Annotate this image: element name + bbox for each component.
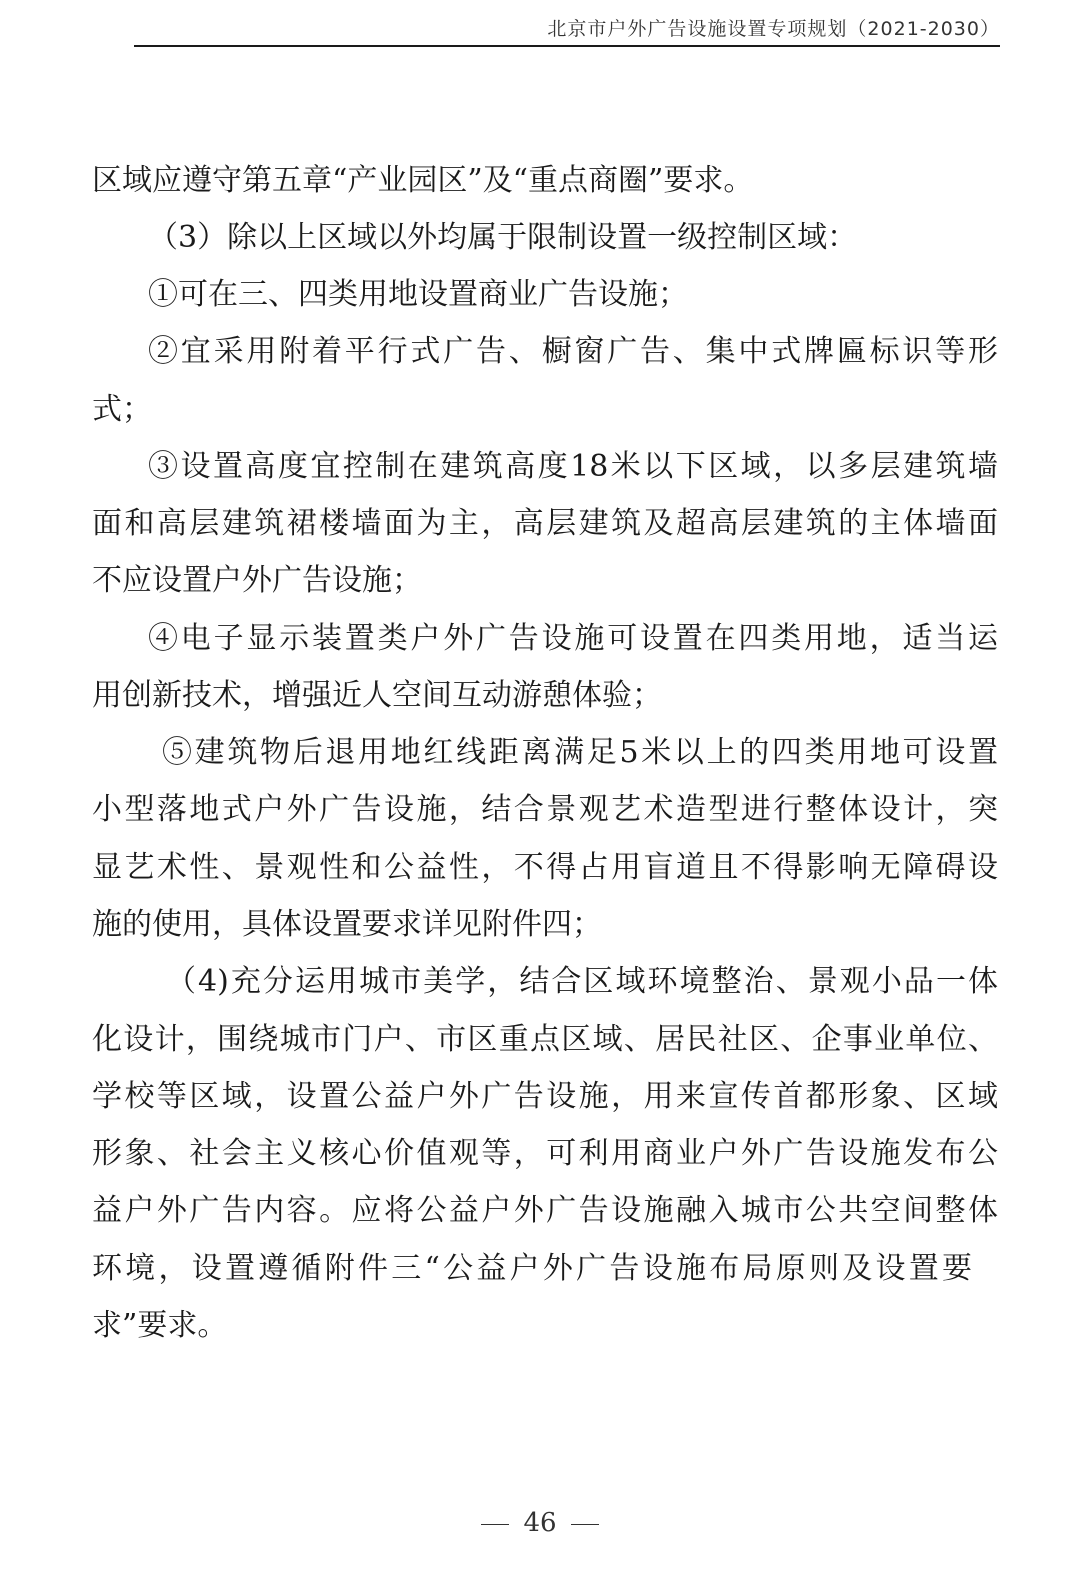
- page-number: 46: [523, 1508, 557, 1538]
- body-line: 求”要求。: [92, 1308, 228, 1343]
- footer-dash-right: [571, 1524, 599, 1525]
- body-line: ①可在三、四类用地设置商业广告设施；: [148, 277, 688, 312]
- body-line: ④电子显示装置类户外广告设施可设置在四类用地，适当运: [148, 621, 998, 656]
- page-footer: [0, 1508, 1080, 1538]
- body-line: ②宜采用附着平行式广告、橱窗广告、集中式牌匾标识等形: [148, 334, 998, 369]
- body-line: 不应设置户外广告设施；: [92, 563, 422, 598]
- body-line: （3）除以上区域以外均属于限制设置一级控制区域：: [148, 220, 858, 255]
- footer-dash-left: [481, 1524, 509, 1525]
- body-line: 施的使用，具体设置要求详见附件四；: [92, 907, 602, 942]
- body-line: （4)充分运用城市美学，结合区域环境整治、景观小品一体: [166, 964, 998, 999]
- body-line: ③设置高度宜控制在建筑高度18米以下区域，以多层建筑墙: [148, 449, 998, 484]
- body-line: 式；: [92, 392, 152, 427]
- running-header: 北京市户外广告设施设置专项规划（2021-2030）: [547, 18, 1000, 40]
- body-line: 面和高层建筑裙楼墙面为主，高层建筑及超高层建筑的主体墙面: [92, 506, 998, 541]
- body-line: 化设计，围绕城市门户、市区重点区域、居民社区、企事业单位、: [92, 1022, 998, 1057]
- body-line: 环境，设置遵循附件三“公益户外广告设施布局原则及设置要: [92, 1251, 972, 1286]
- body-line: 形象、社会主义核心价值观等，可利用商业户外广告设施发布公: [92, 1136, 998, 1171]
- body-line: 益户外广告内容。应将公益户外广告设施融入城市公共空间整体: [92, 1193, 998, 1228]
- body-line: ⑤建筑物后退用地红线距离满足5米以上的四类用地可设置: [162, 735, 998, 770]
- body-line: 学校等区域，设置公益户外广告设施，用来宣传首都形象、区域: [92, 1079, 998, 1114]
- body-line: 用创新技术，增强近人空间互动游憩体验；: [92, 678, 662, 713]
- body-line: 区域应遵守第五章“产业园区”及“重点商圈”要求。: [92, 163, 754, 198]
- header-rule: [134, 45, 1000, 47]
- body-line: 小型落地式户外广告设施，结合景观艺术造型进行整体设计，突: [92, 792, 998, 827]
- body-line: 显艺术性、景观性和公益性，不得占用盲道且不得影响无障碍设: [92, 850, 998, 885]
